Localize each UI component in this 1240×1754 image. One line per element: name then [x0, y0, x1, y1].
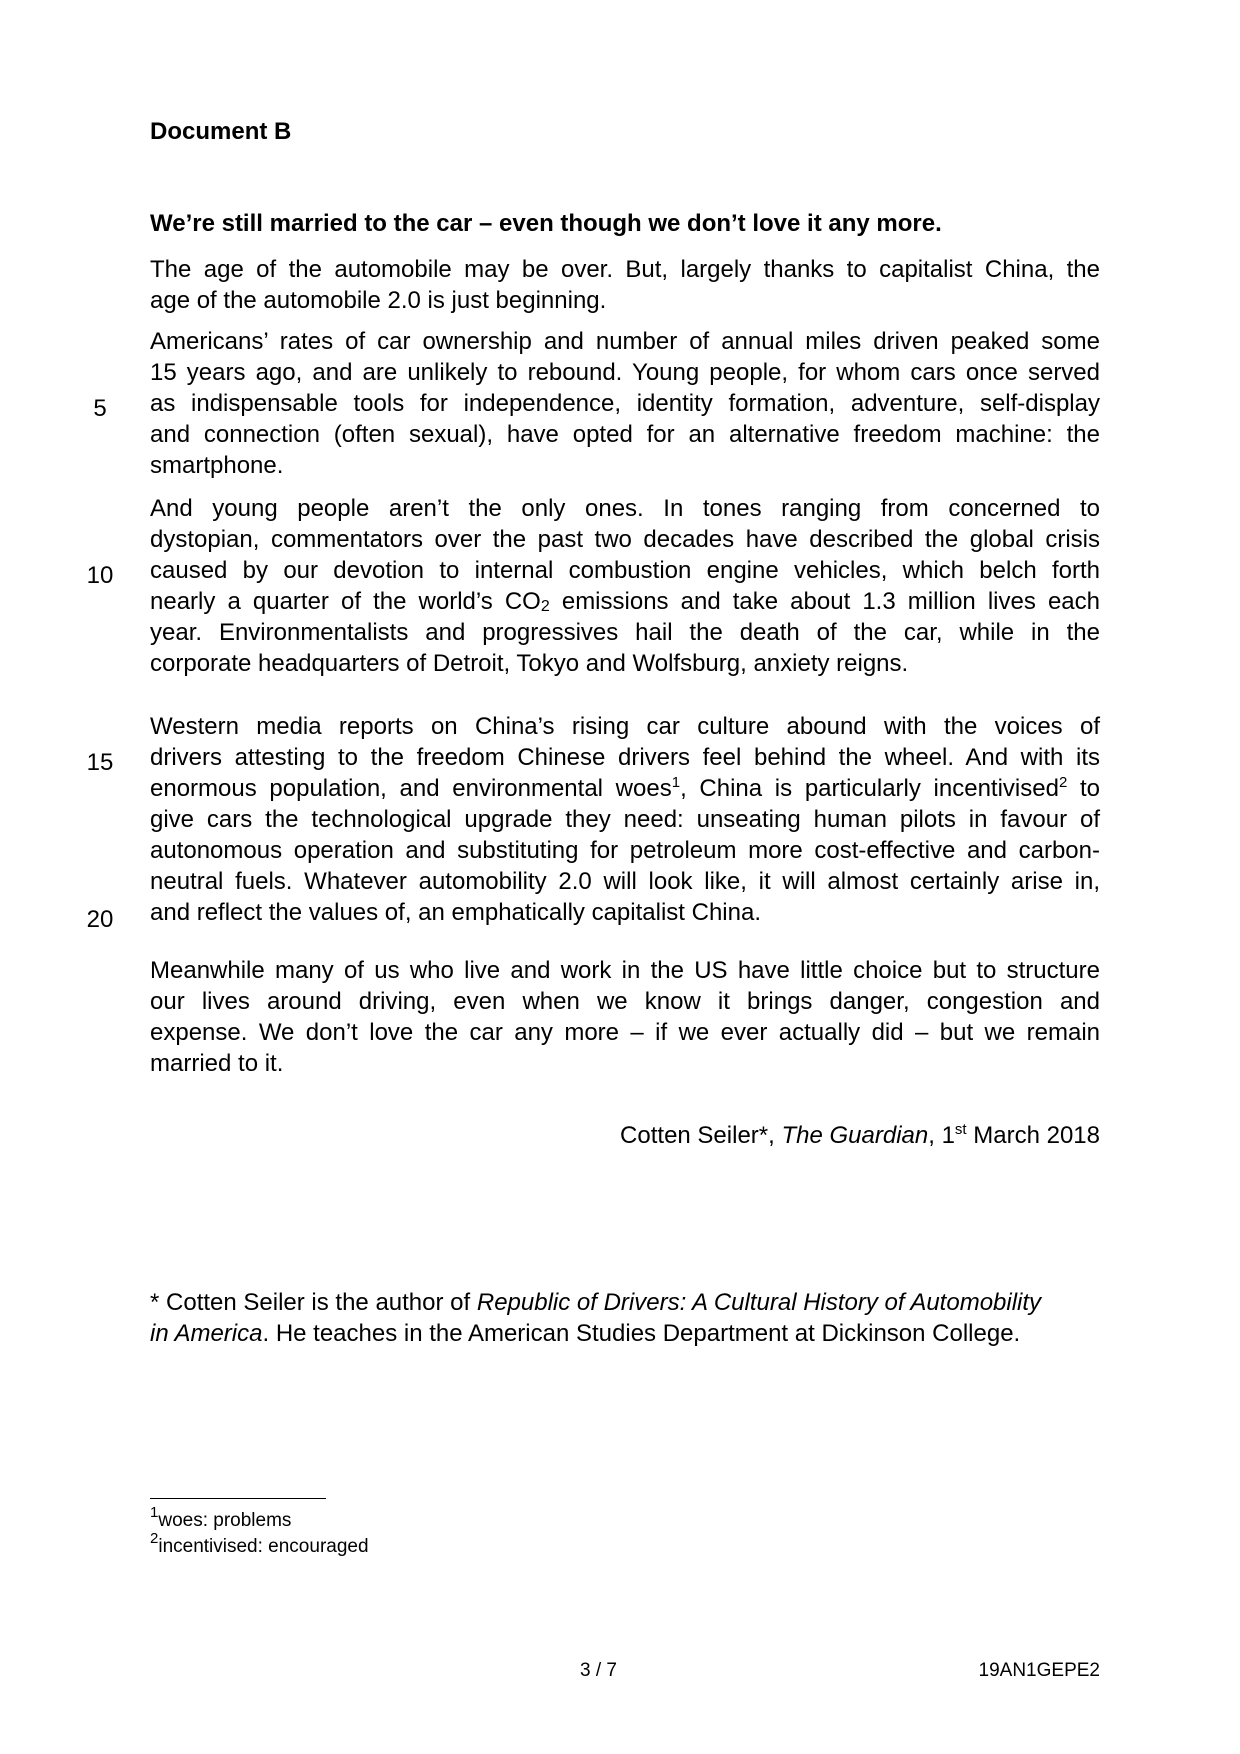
text-line: Americans’ rates of car ownership and number of annual miles driven peaked some	[150, 328, 1100, 355]
text-line: drivers attesting to the freedom Chinese drivers feel behind the wheel. And with its	[150, 744, 1100, 771]
text-line: dystopian, commentators over the past two decades have described the global crisis	[150, 526, 1100, 553]
text-segment: emissions and take about 1.3 million lives each	[549, 588, 1100, 615]
line-number: 10	[86, 562, 114, 589]
text-segment: nearly a quarter of the world’s CO	[150, 588, 541, 615]
text-line: year. Environmentalists and progressives hail the death of the car, while in the	[150, 619, 1100, 646]
publication-name: The Guardian	[781, 1122, 929, 1149]
footnote-number: 1	[150, 1504, 159, 1521]
footnote-number: 2	[150, 1530, 159, 1547]
paragraph-1	[150, 254, 1100, 316]
text-line: married to it.	[150, 1050, 284, 1077]
text-line: and connection (often sexual), have opted for an alternative freedom machine: the	[150, 421, 1100, 448]
text-segment: to	[1067, 775, 1100, 802]
text-line: neutral fuels. Whatever automobility 2.0 will look like, it will almost certainly arise in,	[150, 868, 1100, 895]
footnote-1	[150, 1504, 292, 1532]
paragraph-2	[150, 326, 1100, 481]
document-label: Document B	[150, 118, 292, 145]
text-line: 15 years ago, and are unlikely to rebound. Young people, for whom cars once served	[150, 359, 1100, 386]
author-note	[150, 1287, 1100, 1349]
line-number: 20	[86, 906, 114, 933]
source-attribution	[620, 1122, 1100, 1150]
footnote-ref-2: 2	[1058, 774, 1068, 791]
footnote-ref-1: 1	[671, 774, 681, 791]
text-line: and reflect the values of, an emphatically capitalist China.	[150, 899, 762, 926]
text-line-footnoted	[150, 773, 1100, 804]
date-text: March 2018	[966, 1122, 1100, 1149]
text-line: our lives around driving, even when we know it brings danger, congestion and	[150, 988, 1100, 1015]
text-line: autonomous operation and substituting for petroleum more cost-effective and carbon-	[150, 837, 1100, 864]
footnote-text: incentivised: encouraged	[158, 1536, 369, 1557]
date-ordinal: st	[954, 1121, 967, 1138]
footnote-text: woes: problems	[158, 1510, 292, 1531]
book-title: in America	[150, 1320, 263, 1347]
author-name: Cotten Seiler*,	[620, 1122, 782, 1149]
paragraph-3	[150, 493, 1100, 679]
page-number: 3 / 7	[580, 1660, 617, 1681]
note-text: . He teaches in the American Studies Department at Dickinson College.	[262, 1320, 1021, 1347]
note-text: * Cotten Seiler is the author of	[150, 1289, 477, 1316]
footnote-2	[150, 1530, 369, 1558]
text-line: smartphone.	[150, 452, 284, 479]
text-line: give cars the technological upgrade they need: unseating human pilots in favour of	[150, 806, 1100, 833]
line-number: 5	[93, 395, 107, 422]
text-segment: , China is particularly incentivised	[680, 775, 1059, 802]
book-title: Republic of Drivers: A Cultural History of Automobility	[476, 1289, 1042, 1316]
footnote-divider	[150, 1498, 326, 1499]
subscript: 2	[540, 598, 550, 615]
text-line: age of the automobile 2.0 is just beginning.	[150, 287, 607, 314]
text-line: Meanwhile many of us who live and work in the US have little choice but to structure	[150, 957, 1100, 984]
text-segment: enormous population, and environmental woes	[150, 775, 672, 802]
text-line: Western media reports on China’s rising car culture abound with the voices of	[150, 713, 1100, 740]
date-text: , 1	[928, 1122, 955, 1149]
document-code: 19AN1GEPE2	[978, 1660, 1100, 1681]
text-line: expense. We don’t love the car any more – if we ever actually did – but we remain	[150, 1019, 1100, 1046]
text-line: caused by our devotion to internal combustion engine vehicles, which belch forth	[150, 557, 1100, 584]
text-line-co2	[150, 586, 1100, 617]
text-line: as indispensable tools for independence, identity formation, adventure, self-display	[150, 390, 1100, 417]
text-line: And young people aren’t the only ones. In tones ranging from concerned to	[150, 495, 1100, 522]
text-line: The age of the automobile may be over. But, largely thanks to capitalist China, the	[150, 256, 1100, 283]
article-title: We’re still married to the car – even though we don’t love it any more.	[150, 210, 942, 237]
line-number: 15	[86, 749, 114, 776]
paragraph-4	[150, 711, 1100, 928]
paragraph-5	[150, 955, 1100, 1079]
text-line: corporate headquarters of Detroit, Tokyo and Wolfsburg, anxiety reigns.	[150, 650, 909, 677]
